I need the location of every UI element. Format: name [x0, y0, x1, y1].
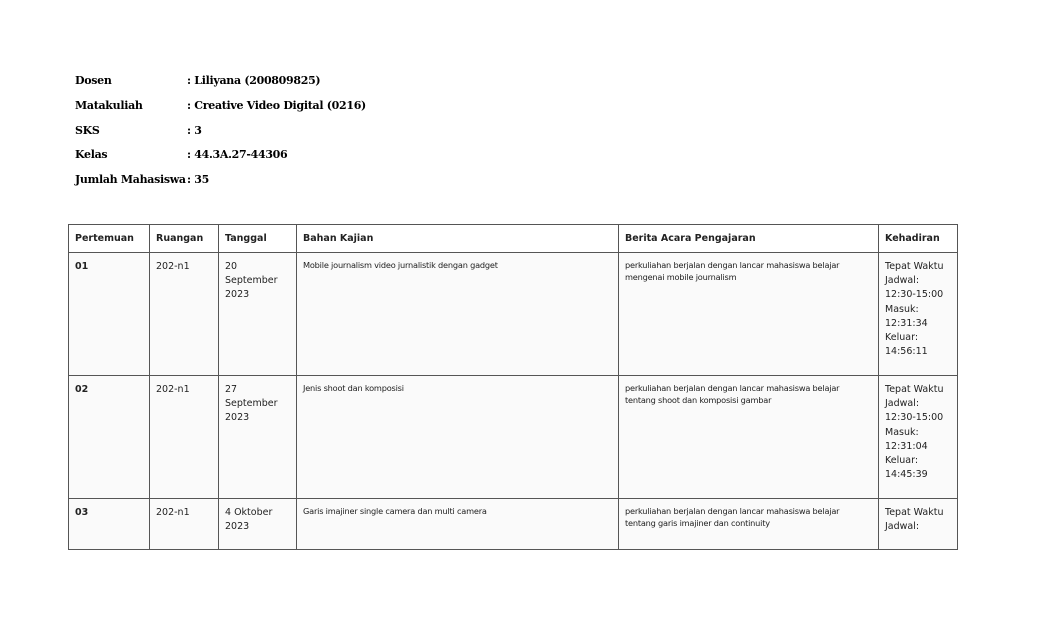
cell-tanggal	[219, 253, 297, 376]
kehadiran-line: Masuk:	[885, 303, 919, 315]
info-label: SKS	[75, 123, 100, 137]
berita-line: mengenai mobile journalism	[625, 271, 737, 282]
cell-ruangan: 202-n1	[150, 253, 219, 376]
cell-pertemuan: 03	[69, 499, 150, 550]
cell-tanggal	[219, 499, 297, 550]
info-label: Matakuliah	[75, 98, 143, 112]
kehadiran-line: 12:31:34	[885, 317, 928, 329]
attendance-table	[68, 224, 958, 550]
column-header-bahan-kajian: Bahan Kajian	[297, 225, 619, 253]
column-header-kehadiran: Kehadiran	[879, 225, 958, 253]
tanggal-line: 27	[225, 384, 238, 395]
info-value: : 44.3A.27-44306	[187, 148, 288, 162]
tanggal-line: 2023	[225, 521, 250, 533]
tanggal-line: 20	[225, 261, 238, 272]
berita-line: tentang garis imajiner dan continuity	[625, 517, 770, 528]
table-row	[69, 376, 958, 499]
cell-ruangan: 202-n1	[150, 376, 219, 499]
cell-bahan-kajian: Mobile journalism video jurnalistik dengan gadget	[297, 253, 619, 376]
info-value: : Creative Video Digital (0216)	[187, 98, 366, 112]
info-value: : Liliyana (200809825)	[187, 74, 321, 87]
cell-kehadiran	[879, 376, 958, 499]
column-header-pertemuan: Pertemuan	[69, 225, 150, 253]
kehadiran-line: Tepat Waktu	[885, 384, 944, 395]
kehadiran-line: Tepat Waktu	[885, 507, 944, 518]
cell-berita-acara	[619, 253, 879, 376]
kehadiran-line: 12:30-15:00	[885, 289, 944, 301]
info-value: : 35	[187, 173, 209, 187]
kehadiran-line: Keluar:	[885, 332, 919, 344]
cell-bahan-kajian: Jenis shoot dan komposisi	[297, 376, 619, 499]
kehadiran-line: Jadwal:	[885, 521, 920, 533]
cell-tanggal	[219, 376, 297, 499]
cell-pertemuan: 01	[69, 253, 150, 376]
info-row-matakuliah	[75, 99, 366, 124]
cell-kehadiran	[879, 499, 958, 550]
table-row	[69, 499, 958, 550]
info-row-sks	[75, 124, 366, 149]
column-header-berita-acara: Berita Acara Pengajaran	[619, 225, 879, 253]
info-label: Jumlah Mahasiswa	[75, 173, 186, 187]
column-header-ruangan: Ruangan	[150, 225, 219, 253]
kehadiran-line: 14:45:39	[885, 469, 928, 481]
tanggal-line: September	[225, 398, 278, 410]
info-row-dosen	[75, 74, 366, 99]
cell-pertemuan: 02	[69, 376, 150, 499]
course-info	[75, 74, 366, 198]
kehadiran-line: Tepat Waktu	[885, 261, 944, 272]
kehadiran-line: Keluar:	[885, 455, 919, 467]
cell-kehadiran	[879, 253, 958, 376]
berita-line: perkuliahan berjalan dengan lancar mahasiswa belajar	[625, 506, 840, 516]
info-row-jumlah-mahasiswa	[75, 173, 366, 198]
kehadiran-line: 12:31:04	[885, 440, 928, 452]
info-label: Kelas	[75, 148, 108, 162]
berita-line: perkuliahan berjalan dengan lancar mahasiswa belajar	[625, 383, 840, 393]
kehadiran-line: 14:56:11	[885, 346, 928, 358]
berita-line: tentang shoot dan komposisi gambar	[625, 394, 772, 405]
kehadiran-line: Jadwal:	[885, 275, 920, 287]
cell-berita-acara	[619, 376, 879, 499]
kehadiran-line: Jadwal:	[885, 398, 920, 410]
kehadiran-line: 12:30-15:00	[885, 412, 944, 424]
table-header-row	[69, 225, 958, 253]
cell-bahan-kajian: Garis imajiner single camera dan multi camera	[297, 499, 619, 550]
info-row-kelas	[75, 148, 366, 173]
cell-ruangan: 202-n1	[150, 499, 219, 550]
tanggal-line: September	[225, 275, 278, 287]
info-value: : 3	[187, 123, 202, 137]
cell-berita-acara	[619, 499, 879, 550]
kehadiran-line: Masuk:	[885, 426, 919, 438]
tanggal-line: 4 Oktober	[225, 507, 273, 518]
tanggal-line: 2023	[225, 412, 250, 424]
column-header-tanggal: Tanggal	[219, 225, 297, 253]
berita-line: perkuliahan berjalan dengan lancar mahasiswa belajar	[625, 260, 840, 270]
info-label: Dosen	[75, 74, 112, 87]
tanggal-line: 2023	[225, 289, 250, 301]
table-row	[69, 253, 958, 376]
